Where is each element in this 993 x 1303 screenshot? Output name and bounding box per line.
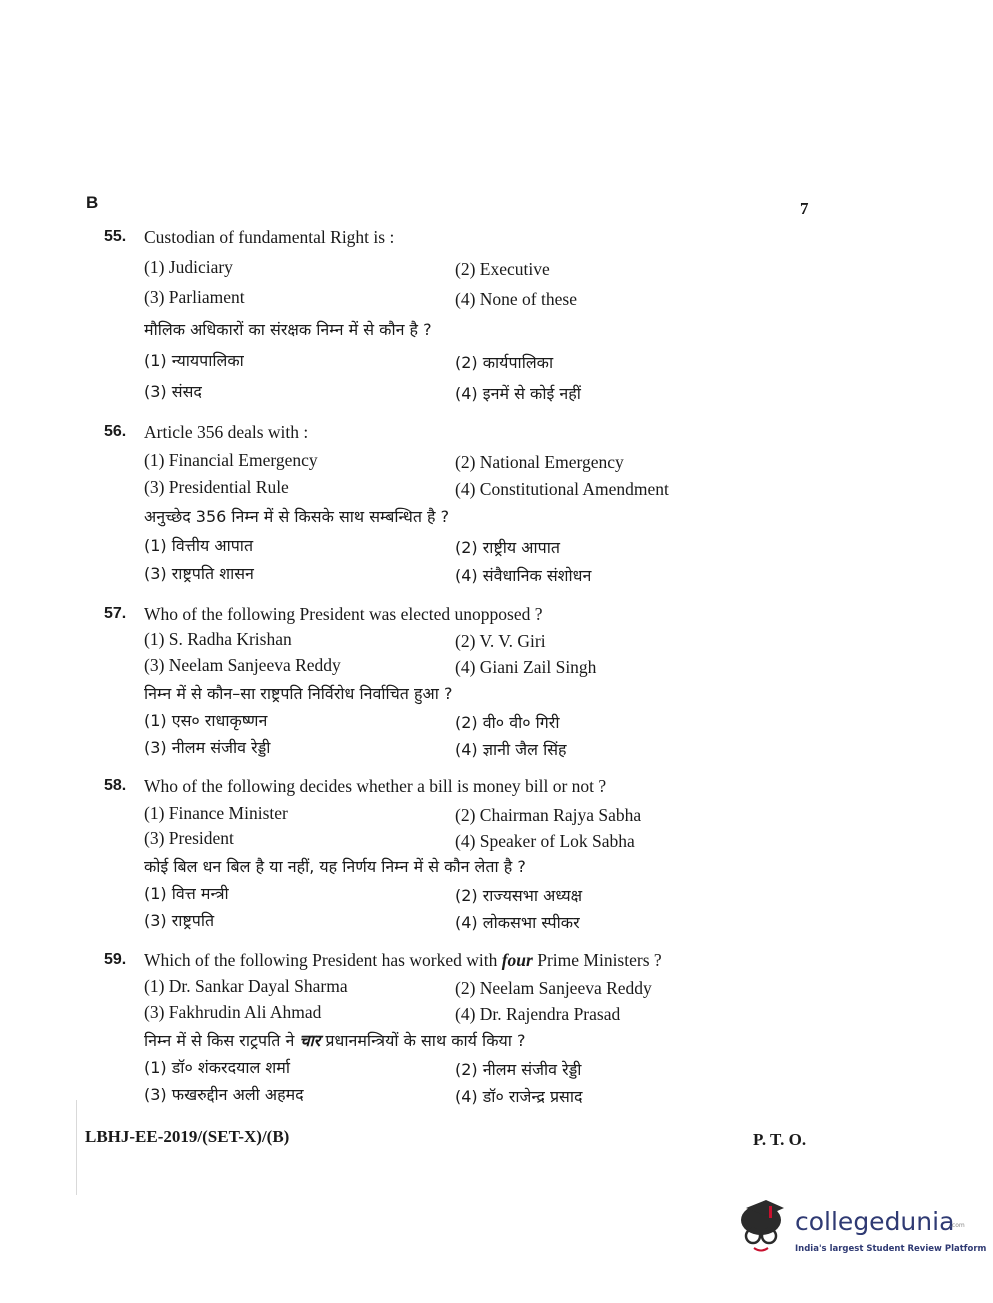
option-en: (3) Parliament: [144, 287, 245, 307]
pto-label: P. T. O.: [753, 1130, 807, 1149]
option-hi: (2) राष्ट्रीय आपात: [455, 538, 560, 557]
option-hi: (3) राष्ट्रपति शासन: [144, 564, 254, 583]
option-hi: (4) इनमें से कोई नहीं: [455, 384, 581, 403]
option-hi: (2) वी० वी० गिरी: [455, 713, 560, 732]
option-hi: (1) न्यायपालिका: [144, 351, 244, 370]
option-hi: (3) फखरुद्दीन अली अहमद: [144, 1085, 304, 1104]
option-en: (1) Dr. Sankar Dayal Sharma: [144, 976, 348, 996]
option-en: (2) V. V. Giri: [455, 631, 546, 651]
option-en: (2) Executive: [455, 259, 550, 279]
option-en: (1) S. Radha Krishan: [144, 629, 292, 649]
option-hi: (3) संसद: [144, 382, 202, 401]
question-text-hi: निम्न में से कौन–सा राष्ट्रपति निर्विरोध निर्वाचित हुआ ?: [144, 684, 453, 703]
option-hi: (1) वित्तीय आपात: [144, 536, 254, 555]
question-text-hi: मौलिक अधिकारों का संरक्षक निम्न में से कौन है ?: [144, 320, 432, 339]
option-en: (4) None of these: [455, 289, 577, 309]
question-text-hi: अनुच्छेद 356 निम्न में से किसके साथ सम्बन्धित है ?: [144, 507, 450, 526]
option-en: (2) Neelam Sanjeeva Reddy: [455, 978, 652, 998]
option-en: (1) Judiciary: [144, 257, 233, 277]
set-letter: B: [86, 193, 99, 212]
emphasis-char: चार: [299, 1031, 321, 1050]
question-number: 58.: [104, 777, 127, 794]
question-number: 55.: [104, 228, 127, 245]
option-hi: (4) संवैधानिक संशोधन: [455, 566, 592, 585]
option-hi: (2) नीलम संजीव रेड्डी: [455, 1060, 582, 1079]
option-en: (2) National Emergency: [455, 452, 624, 472]
option-en: (1) Financial Emergency: [144, 450, 318, 470]
option-en: (4) Dr. Rajendra Prasad: [455, 1004, 621, 1024]
page-number: 7: [800, 199, 809, 218]
option-hi: (4) डॉ० राजेन्द्र प्रसाद: [455, 1087, 583, 1106]
option-hi: (4) ज्ञानी जैल सिंह: [455, 740, 567, 759]
option-hi: (3) नीलम संजीव रेड्डी: [144, 738, 271, 757]
option-en: (4) Constitutional Amendment: [455, 479, 669, 499]
option-hi: (2) कार्यपालिका: [455, 353, 554, 372]
question-text-hi: कोई बिल धन बिल है या नहीं, यह निर्णय निम्न में से कौन लेता है ?: [144, 857, 526, 876]
option-en: (3) Presidential Rule: [144, 477, 289, 497]
option-en: (2) Chairman Rajya Sabha: [455, 805, 642, 825]
option-en: (4) Speaker of Lok Sabha: [455, 831, 635, 851]
option-hi: (4) लोकसभा स्पीकर: [455, 913, 580, 932]
logo-brand: collegedunia: [795, 1207, 955, 1236]
question-text-hi: निम्न में से किस राट्रपति ने चार प्रधानमन्त्रियों के साथ कार्य किया ?: [144, 1031, 526, 1050]
option-en: (4) Giani Zail Singh: [455, 657, 597, 677]
option-en: (1) Finance Minister: [144, 803, 288, 823]
option-en: (3) Neelam Sanjeeva Reddy: [144, 655, 341, 675]
question-text-en: Custodian of fundamental Right is :: [144, 227, 395, 247]
question-text-en: Who of the following decides whether a bill is money bill or not ?: [144, 776, 607, 796]
question-number: 59.: [104, 951, 127, 968]
option-hi: (2) राज्यसभा अध्यक्ष: [455, 886, 583, 905]
option-hi: (3) राष्ट्रपति: [144, 911, 215, 930]
option-hi: (1) एस० राधाकृष्णन: [144, 711, 268, 730]
logo-suffix: .com: [950, 1222, 965, 1229]
option-en: (3) Fakhrudin Ali Ahmad: [144, 1002, 322, 1022]
option-en: (3) President: [144, 828, 234, 848]
question-number: 56.: [104, 423, 127, 440]
emphasis-four: four: [501, 950, 533, 970]
scan-margin-line: [76, 1100, 77, 1195]
question-text-en: Which of the following President has worked with four Prime Ministers ?: [144, 950, 662, 970]
paper-code: LBHJ-EE-2019/(SET-X)/(B): [85, 1127, 290, 1146]
question-text-en: Who of the following President was elected unopposed ?: [144, 604, 543, 624]
question-text-en: Article 356 deals with :: [144, 422, 309, 442]
question-number: 57.: [104, 605, 127, 622]
logo-tagline: India's largest Student Review Platform: [795, 1244, 987, 1254]
option-hi: (1) वित्त मन्त्री: [144, 884, 229, 903]
option-hi: (1) डॉ० शंकरदयाल शर्मा: [144, 1058, 291, 1077]
